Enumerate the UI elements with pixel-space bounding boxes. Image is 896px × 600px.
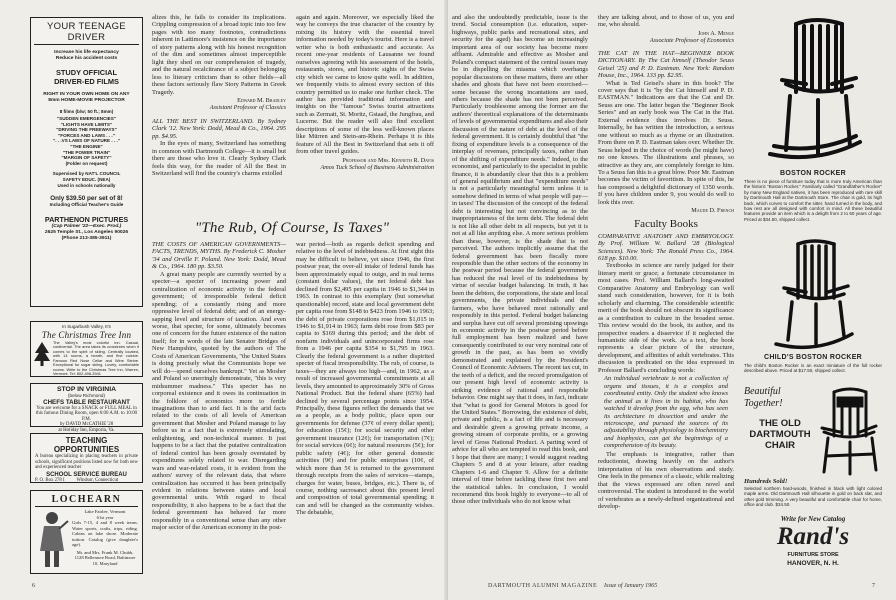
boston-rocker-image <box>766 14 864 174</box>
film-title: ". . .VS LAWS OF NATURE . . ." <box>53 138 120 144</box>
ad-teaching-address: P. O. Box 278 I Windsor, Connecticut <box>35 477 119 483</box>
block-quote: An individual vertebrate is not a collection of organs and tissues, it is a complex and coordinated entity. Only the student who knows the animal as it lives in its habitat, who has watched it develop from the egg, who has seen its architecture in dissection and under the microscope, and pursued the sources of its adjustability through physiology to biochemistry and biophysics, can get the beginnings of a comprehension of its beauty. <box>604 375 729 450</box>
ad-price: Only $39.50 per set of 8! <box>50 195 123 203</box>
costs-review-continued: and also the undoubtedly predictable, issue is the trend. Social consumption (i.e. education, super-highways, public parks and recreational sites, and security for the aged) has become an increasingly important area of our society has become more affluent. Admirable and effective as Mosher and Poland's compact statement of the central issues may be in dispelling the miasma which overhangs popular discussions on these matters, there are other shades and ghosts that have not been exorcised—some because the wrong incantations are used, others because the shade has not been perceived. Particularly troublesome among the former are the authors' theoretical explanations of the determinants of levels of governmental expenditures and also their discussion of the nature of debt at the level of the federal government. It is certainly doubtful that "the fixing of expenditure levels is a consequence of the interplay of revenues, principally taxes, rather than of the shifting of expenditure needs." Indeed, to the economist, and particularly to the specialist in public finance, it is abundantly clear that this is a problem of general equilibrium and that "expenditure needs" is not a particularly meaningful term unless it is somehow defined in terms of what people will pay—in taxes! The discussion of the concept of the federal debt is interesting but not convincing as to the inappropriateness of the term debt. The federal debt is not like all other debt in all respects, but yet it is not at all like anything else. A more serious problem than these, however, is the shade that is not perceived. The authors implicitly assume that the federal government has been fiscally more responsible than the other sectors of the economy in the postwar period because the federal government has reduced the real level of its indebtedness by virtue of secular budget balancing. In truth, it has been the debtors, the corporations, the state and local governments, the private individuals and the farmers, who have behaved most rationally and responsibly in this period. Federal budget balancing and surplus have cut off several promising upswings in economic activity in the postwar period before full employment has been realized and have consequently contributed to our very nominal rate of growth in the past, as has been so vividly demonstrated and explained by the President's Council of Economic Advisers. The recent tax cut, in the teeth of a deficit, and the record promulgation of our present high level of economic activity is striking evidence of rational and responsible behavior. One might say that it does, in fact, indicate that "what is good for General Motors is good for the United States." Borrowing, the existence of debt, private and public, is a fact of life and is necessary and desirable given a growing private income, a growing stream of corporate profits, or a growing level of Gross National Product. A parting word of advice for all who are tempted to read this book, and I hope that there are many; I would suggest reading Chapters 5 and 8 at your leisure, after reading Chapters 1-6 and Chapter 9. Allow for a definite interval of time before tackling these first two and the statistical tables. In conclusion, I would recommend this book highly to everyone—to all of those other individuals who do not know what <box>452 14 588 506</box>
boston-rocker-title: BOSTON ROCKER <box>780 170 846 177</box>
store-city: HANOVER, N. H. <box>787 560 839 567</box>
rands-furniture-ad <box>744 14 882 577</box>
right-col2 <box>598 14 734 577</box>
review-heading-switzerland: ALL THE BEST IN SWITZERLAND. By Sydney Clark '12. New York: Dodd, Mead & Co., 1964. 295 pp. $4.95. <box>152 117 286 140</box>
switzerland-review-end: again and again. Moreover, we especially liked the way he conveys the true character of the country by mixing its history with the essential travel information needed by today's tourist. Here is a travel writer who is both enthusiastic and accurate. As recent one-year residents of Lausanne we found ourselves agreeing with his assessment of the hotels, restaurants, stores, and historic sights of the Swiss city which we came to know quite well. In addition, we frequently visits to almost every section of this country permitted us to make one further check. The author has provided traditional information and insights on the "famous" Swiss tourist attractions such as Zermatt, St. Moritz, Gstaad, the Jungfrau, and Lucerne. But the reader will also find excellent descriptions of some of the less well-known places like Mürren and Stein-am-Rhein. Perhaps it is this feature of All the Best in Switzerland that sets it off from other travel guides. <box>296 14 434 156</box>
ad-restaurant-by: by DAVID McCATHIE '28 <box>59 422 114 428</box>
ad-teaching-body: A bureau specializing in placing teachers in private schools, significant positions listed now for both new and experienced teacher <box>35 454 138 471</box>
ad-restaurant-location: at Holiday Inn, Emporia, Va. <box>58 427 115 433</box>
film-title: "MARGIN OF SAFETY" <box>61 155 112 161</box>
ad-supervised: Supervised by NAT'L COUNCIL SAFETY EDUC. (NEA) <box>52 171 121 182</box>
ad-inn-tel: Tel: 802-496-3941 <box>69 371 101 377</box>
review-heading-cat-in-hat: THE CAT IN THE HAT—BEGINNER BOOK DICTIONARY. By The Cat himself (Theodor Seuss Geisel '25) and P. D. Eastman. New York: Random House, Inc., 1964. 133 pp. $2.95. <box>598 49 734 80</box>
store-subtitle: FURNITURE STORE <box>787 552 839 558</box>
right-page <box>448 0 896 600</box>
old-chair-desc: Selected northern hard-woods, finished in black with light colored maple arms. Old Dartmouth Hall silhouette in gold on back slat, and other gold trimming. A very beautiful and comfortable chair for home, office and club. $34.50. <box>744 486 882 508</box>
ad-including: Including Official Teacher's Guide <box>49 202 124 208</box>
ad-lochearn-body: Girls 7-15, 4 and 8 week terms. Water sports, crafts, trips, riding. Cabins on lake shore. Moderate tuition. Catalog (give daughter's age). <box>72 520 138 547</box>
right-col1 <box>452 14 588 577</box>
signature-affiliation: Associate Professor of Economics <box>649 37 734 45</box>
review-body-anatomy-end: The emphasis is integrative, rather than reductionist, drawing heavily on the author's interpretation of his own observations and study. One feels in the presence of a classic, while realizing that the views expressed are often novel and controversial. The student is introduced to the world of vertebrates as a newly-defined organizational and develop- <box>598 450 734 510</box>
ad-phone: (Phone 213-385-3911) <box>61 235 112 241</box>
hundreds-sold: Hundreds Sold! <box>744 478 788 485</box>
signature-name: John A. Menge <box>697 29 734 37</box>
signature-name: Maude D. French <box>691 207 734 215</box>
left-col3-upper <box>296 14 434 217</box>
section-heading: Faculty Books <box>634 217 698 230</box>
ad-teaching-title: TEACHING OPPORTUNITIES <box>53 436 120 454</box>
page-number-right: 7 <box>872 583 876 589</box>
magazine-footer: DARTMOUTH ALUMNI MAGAZINE <box>488 583 598 589</box>
issue-footer: Issue of January 1965 <box>604 583 658 589</box>
ad-lochearn-location: Lake Fairlee, Vermont <box>84 509 126 514</box>
teenage-driver-ad <box>30 17 143 307</box>
ad-company-est: (Cap Palmer '22—Exec. Prod.) <box>51 223 122 229</box>
childs-rocker-title: CHILD'S BOSTON ROCKER <box>763 354 863 361</box>
catalog-link[interactable]: Write for New Catalog <box>780 515 846 523</box>
ad-lochearn-years: 61st year <box>96 514 114 520</box>
childs-rocker-image <box>774 236 854 356</box>
ad-restaurant-name: CHEFS TABLE RESTAURANT <box>43 398 130 406</box>
boston-rocker-desc: There is no piece of furniture today that is more truly American than the historic "Boston Rocker." Familiarly called "Grandfather's Rocker" by many New England natives, it has been reproduced with rare skill by Dartmouth Hall at the Dartmouth Store. The chair is gold, its high back, which curves to comfort the sitter, hand turned in the body, and how rest are all designed with comfort in mind. All these beautiful features provide an item which is a delight from 2 to 60 years of age. Priced at $34.50, shipped collect. <box>744 179 882 222</box>
ad-company: PARTHENON PICTURES <box>44 214 129 224</box>
ad-tagline: Increase his life expectancy Reduce his accident costs <box>54 50 119 62</box>
childs-rocker-desc: The child's Boston Rocker is an exact miniature of the full rocker described above. Priced at $17.50, shipped collect. <box>744 363 882 374</box>
review-body-anatomy: Textbooks in science are rarely judged for their literary merit or grace; a fortunate circumstance in most cases. Prof. William Ballard's long-awaited Comparative Anatomy and Embryology can well stand such consideration, however, for it is both scholarly and charming. The considerable scientific merit of the book should not obscure its significance as a contribution to culture in the broadest sense. This review would do the book, its author, and its prospective readers a disservice if it neglected the humanistic side of the work. As a text, the book represents a clear picture of the structure, development, and affinities of adult vertebrates. This discussion is predicated on the idea expressed in Professor Ballard's concluding words: <box>598 262 734 374</box>
christmas-tree-inn-ad <box>30 321 143 377</box>
old-chair-title: THE OLD DARTMOUTH CHAIR <box>749 418 811 451</box>
ad-restaurant-body: You are welcome for a SNACK or FULL MEAL in this famous Dining Room, open 6:00 A.M. to 10:00 P.M. <box>35 405 138 422</box>
ad-lochearn-contact: Mr. and Mrs. Frank M. Chubb, 1128 Bellemore Road, Baltimore 10, Maryland <box>74 549 136 566</box>
ad-films-pitch: RIGHT IN YOUR OWN HOME ON ANY 8mm HOME-MOVIE PROJECTOR <box>43 92 130 104</box>
ad-used: Used in schools nationally <box>57 182 116 188</box>
ad-inn-body: The Valley's most colorful inn. Casual, continental. The area takes its crosstrees when it comes to the spirit of skiing. Centrally located, with 14 rooms, a hearth, and fine cuisine. Famous Red Nose Cellar and Wine Steine. Exceptional for sugar skiing. Lovely, comfortable rooms. Write to the Christmas Tree Inn, Warren, Vermont. <box>53 339 139 377</box>
review-body-switzerland: In the eyes of many, Switzerland has something in common with Dartmouth College—it is small but there are those who love it. Clearly Sydney Clark feels this way, for the reader of All the Best in Switzerland will find the country's charms extolled <box>152 140 286 177</box>
article-headline: "The Rub, Of Course, Is Taxes" <box>194 220 390 236</box>
costs-review-end: they are talking about, and to those of us, you and me, who should. <box>598 14 734 29</box>
ad-lochearn-title: LOCHEARN <box>35 494 138 507</box>
left-col3-lower <box>296 241 434 578</box>
ad-title: YOUR TEENAGE DRIVER <box>34 21 139 45</box>
review-body-cat-in-hat: What is Ted Geisel's share in this book? The cover says that it is "by the Cat himself and P. D. EASTMAN." Indications are that the Cat and Dr. Seuss are one. The latter began the "Beginner Book Series" and an early book was The Cat in the Hat. External evidence thus involves Dr. Seuss. Internally, he has written the introduction, a serious one without so much as a rhyme or an illustration. From there on P. D. Eastman takes over. Whether Dr. Seuss helped in the choice of words (he might have) no one knows. The illustrations and phrases, so attractive as they are, are completely foreign to him. To a Seuss fan this is a great blow. Poor Mr. Eastman becomes the victim of favoritism. In spite of this, he has composed a delightful dictionary of 1350 words. If you have children under 9, you would do well to look this over. <box>598 79 734 206</box>
dartmouth-chair-image <box>820 386 878 476</box>
teaching-opportunities-ad <box>30 433 143 483</box>
review-heading-costs: THE COSTS OF AMERICAN GOVERNMENTS—FACTS, TRENDS, MYTHS. By Frederick C. Mosher '34 and Orville F. Poland. New York: Dodd, Mead & Co., 1964. 180 pp. $3.50. <box>152 241 286 271</box>
ad-address: 2625 Temple St., Los Angeles 90026 <box>44 229 129 235</box>
left-col2-upper <box>152 14 286 217</box>
left-col2-lower <box>152 241 286 578</box>
virginia-restaurant-ad <box>30 383 143 433</box>
ad-specs: 8 films (b/w; 50 ft.; 8mm) <box>59 109 114 115</box>
ad-intro: In Sugarbush Valley, It's <box>62 324 111 329</box>
signature-name: Professor and Mrs. Kenneth R. Davis <box>342 156 434 164</box>
film-title: "DRIVING THE FREEWAYS" <box>56 127 117 133</box>
ad-folder: (Folder on request) <box>65 160 108 166</box>
ad-inn-name: The Christmas Tree Inn <box>41 329 132 340</box>
girl-camper-icon <box>35 509 69 571</box>
film-title: "FORCES AND LAWS . . ." <box>58 132 115 138</box>
film-title: "THE ENGINE" <box>70 143 103 149</box>
lochearn-camp-ad <box>30 490 143 574</box>
review-body-costs-cont: war period—both as regards deficit spending and relative to the level of indebtedness. At first sight this may be difficult to believe, yet since 1946, the first postwar year, the over-all intake of federal funds has been approximately equal to outgo, and in real terms (constant dollar values), the net federal debt has declined from $2,495 per capita in 1946 to $1,344 in 1963. In contrast to this exemplary (but somewhat questionable) record, state and local government debt per capita rose from $148 to $423 from 1946 to 1963; the debt of private corporations rose from $1,015 in 1946 to $1,914 in 1963; farm debt rose from $83 per capita to $169 during this period; and the debt of nonfarm individuals and unincorporated firms rose from a 1946 per capita $354 to $1,795 in 1963. Clearly the federal government is a rather dispirited specter of fiscal irresponsibility. The rub, of course, is taxes—they are always too high—and, in 1962, as a result of increased governmental commitments at all levels, they amounted to approximately 30% of Gross National Product. But the federal share (65%) had declined by several percentage points since 1954. Principally, these figures reflect the demands that we as a people, as a body politic, place upon our governments for defense (37¢ of every dollar spent); for education (15¢); for social security and other government insurance (12¢); for transportation (7¢); for social services (6¢); for natural resources (5¢); for public safety (4¢); for other general domestic activities (9¢) and for public enterprises (10¢, of which more than 5¢ is returned to the government through receipts from the sales of services—stamps, charges for water, buses, bridges, etc.). There is, of course, nothing sacrosanct about this present level and composition of total governmental spending; it can and will be changed as the community wishes. The debatable, <box>296 241 434 517</box>
ad-film-list <box>34 116 139 161</box>
ad-stop-title: STOP IN VIRGINIA <box>56 386 117 393</box>
ad-stop-subtitle: (below Richmond) <box>67 393 106 398</box>
review-heading-anatomy: COMPARATIVE ANATOMY AND EMBRYOLOGY. By Prof. William W. Ballard '28 (Biological Sciences). New York: The Ronald Press Co., 1964. 618 pp. $10.00. <box>598 232 734 262</box>
store-logo: Rand's <box>776 523 850 550</box>
signature-affiliation: Assistant Professor of Classics <box>209 104 286 112</box>
signature-name: Edward M. Bradley <box>237 96 286 104</box>
ad-teaching-name: SCHOOL SERVICE BUREAU <box>46 471 127 478</box>
film-title: "LIGHTS HAVE LIMITS" <box>60 121 113 127</box>
page-number-left: 6 <box>32 583 36 589</box>
bradley-review-end: alizes this, he fails to consider its implications. Crippling compression of a broad topic into too few pages with too many footnotes, contradictions inherent in Lattimore's insistence on the importance of story patterns along with his honest recognition of the dim and sometimes almost imperceptible light they shed on our comprehension of tragedy, and the natural recalcitrance of a subject belonging less to literary criticism than to other fields—all these factors seriously flaw Story Patterns in Greek Tragedy. <box>152 14 286 96</box>
signature-affiliation: Amos Tuck School of Business Administration <box>320 164 434 172</box>
film-title: "SUDDEN EMERGENCIES" <box>57 115 116 121</box>
beautiful-together: Beautiful Together! <box>744 386 783 409</box>
tree-icon <box>34 341 50 367</box>
film-title: "THE POWER TRAIN" <box>62 149 111 155</box>
review-body-costs: A great many people are currently worried by a specter—a specter of increasing power and centralization of economic activity in the federal government; of irresponsible federal deficit spending; of a constantly rising and more oppressive level of federal debt; and of an energy-sapping level and structure of taxation. And even worse, that specter, for some, ultimately becomes one of concern for the future existence of the nation itself; for in words of the late Senator Bridges of New Hampshire, quoted by the authors of The Costs of American Governments, "the United States is doing precisely what the Communists hope we will do—spend ourselves bankrupt." Yet as Mosher and Poland so unerringly demonstrate, "this is very midsummer madness." This specter has no corporeal existence and it owes its continuation in the folklore of economics more to fertile imaginations than to arid fact. It is the arid facts related to the costs of all levels of American government that Mosher and Poland manage to lay before us in a fact that is extremely stimulating, enlightening, and non-technical manner. It just happens to be a fact that the putative centralization of federal control has been grossly overstated by expenditures solely related to war. Disregarding wars and war-related costs, it is evident from the authors' survey of the relevant data, that where centralization has occurred it has been principally evident in relations between states and local governmental units. With regard to fiscal responsibility, it also happens to be a fact that the federal government has behaved far more responsibly in a conventional sense than any other major sector of the American economy in the post- <box>152 270 286 532</box>
ad-films-title: STUDY OFFICIAL DRIVER-ED FILMS <box>54 68 119 87</box>
